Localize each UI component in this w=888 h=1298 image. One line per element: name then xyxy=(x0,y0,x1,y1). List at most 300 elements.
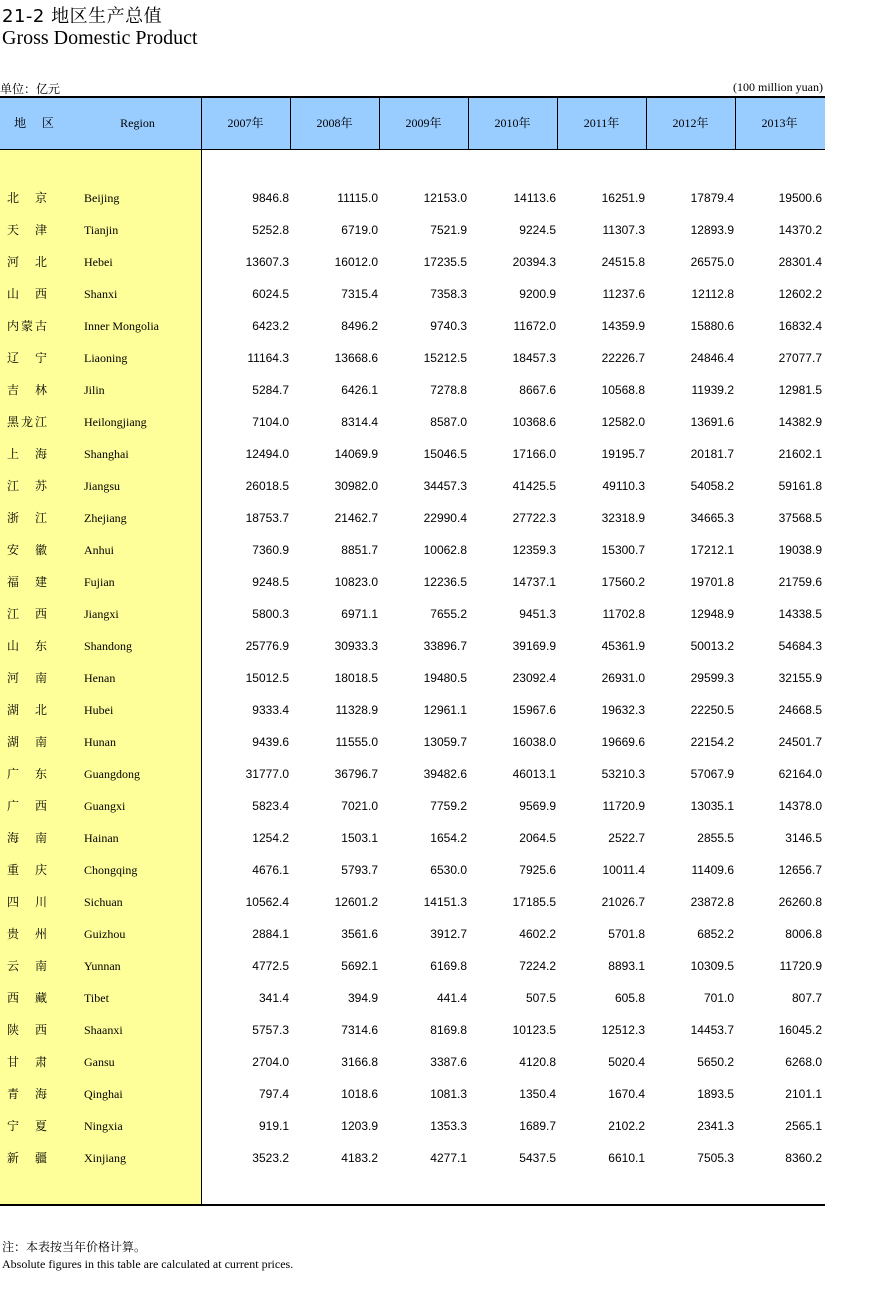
table-row xyxy=(0,790,825,822)
gdp-value-cell: 4183.2 xyxy=(341,1151,378,1165)
region-name-cn: 辽 宁 xyxy=(7,351,50,365)
header-year: 2012年 xyxy=(672,116,709,130)
gdp-value-cell: 12893.9 xyxy=(690,223,734,237)
gdp-value-cell: 5800.3 xyxy=(252,607,289,621)
region-name-en: Shaanxi xyxy=(84,1023,123,1037)
gdp-value-cell: 2884.1 xyxy=(252,927,289,941)
table-row xyxy=(0,1110,825,1142)
gdp-value-cell: 19480.5 xyxy=(423,671,467,685)
gdp-value-cell: 6719.0 xyxy=(341,223,378,237)
gdp-value-cell: 3146.5 xyxy=(785,831,822,845)
gdp-value-cell: 11720.9 xyxy=(602,799,645,813)
gdp-value-cell: 26018.5 xyxy=(245,479,289,493)
gdp-value-cell: 26260.8 xyxy=(778,895,822,909)
table-row xyxy=(0,214,825,246)
table-row xyxy=(0,310,825,342)
table-row xyxy=(0,1046,825,1078)
gdp-value-cell: 32318.9 xyxy=(601,511,645,525)
gdp-value-cell: 19038.9 xyxy=(778,543,822,557)
gdp-value-cell: 7021.0 xyxy=(341,799,378,813)
gdp-value-cell: 2064.5 xyxy=(519,831,556,845)
gdp-value-cell: 26931.0 xyxy=(601,671,645,685)
gdp-value-cell: 1254.2 xyxy=(252,831,289,845)
gdp-value-cell: 11672.0 xyxy=(513,319,556,333)
region-name-cn: 新 疆 xyxy=(7,1151,50,1165)
table-row xyxy=(0,694,825,726)
region-name-cn: 河 北 xyxy=(7,255,50,269)
gdp-value-cell: 21462.7 xyxy=(334,511,378,525)
gdp-value-cell: 18753.7 xyxy=(245,511,289,525)
gdp-value-cell: 807.7 xyxy=(791,991,822,1005)
gdp-value-cell: 11702.8 xyxy=(602,607,645,621)
region-name-cn: 江 苏 xyxy=(7,479,50,493)
region-name-en: Beijing xyxy=(84,191,120,205)
gdp-value-cell: 21759.6 xyxy=(778,575,822,589)
region-name-en: Fujian xyxy=(84,575,115,589)
region-name-en: Hainan xyxy=(84,831,119,845)
gdp-value-cell: 15212.5 xyxy=(423,351,467,365)
gdp-value-cell: 341.4 xyxy=(258,991,289,1005)
gdp-value-cell: 24846.4 xyxy=(690,351,734,365)
gdp-value-cell: 6426.1 xyxy=(341,383,378,397)
gdp-value-cell: 1350.4 xyxy=(519,1087,556,1101)
region-name-cn: 重 庆 xyxy=(7,863,50,877)
gdp-value-cell: 7224.2 xyxy=(519,959,556,973)
gdp-value-cell: 3523.2 xyxy=(252,1151,289,1165)
gdp-value-cell: 2522.7 xyxy=(608,831,645,845)
header-bottom-rule xyxy=(0,149,825,150)
region-name-cn: 贵 州 xyxy=(7,927,50,941)
region-name-en: Tianjin xyxy=(84,223,119,237)
gdp-value-cell: 15012.5 xyxy=(245,671,289,685)
gdp-value-cell: 25776.9 xyxy=(245,639,289,653)
region-name-cn: 北 京 xyxy=(7,191,50,205)
gdp-value-cell: 12961.1 xyxy=(423,703,467,717)
region-name-cn: 甘 肃 xyxy=(7,1055,50,1069)
gdp-value-cell: 9740.3 xyxy=(430,319,467,333)
gdp-value-cell: 15967.6 xyxy=(512,703,556,717)
note-en: Absolute figures in this table are calculated at current prices. xyxy=(2,1257,294,1271)
region-name-en: Chongqing xyxy=(84,863,138,877)
gdp-value-cell: 17879.4 xyxy=(690,191,734,205)
table-row xyxy=(0,342,825,374)
gdp-value-cell: 50013.2 xyxy=(690,639,734,653)
gdp-value-cell: 5757.3 xyxy=(252,1023,289,1037)
gdp-value-cell: 13059.7 xyxy=(423,735,467,749)
region-name-cn: 青 海 xyxy=(7,1087,50,1101)
gdp-value-cell: 1689.7 xyxy=(519,1119,556,1133)
table-row xyxy=(0,470,825,502)
gdp-value-cell: 7358.3 xyxy=(430,287,467,301)
gdp-value-cell: 5020.4 xyxy=(608,1055,645,1069)
region-name-en: Guangdong xyxy=(84,767,140,781)
region-name-cn: 山 西 xyxy=(7,287,50,301)
gdp-value-cell: 17212.1 xyxy=(690,543,734,557)
gdp-value-cell: 9451.3 xyxy=(519,607,556,621)
region-name-en: Shanxi xyxy=(84,287,118,301)
gdp-value-cell: 12153.0 xyxy=(423,191,467,205)
gdp-value-cell: 39482.6 xyxy=(423,767,467,781)
gdp-value-cell: 8006.8 xyxy=(785,927,822,941)
region-name-en: Jilin xyxy=(84,383,105,397)
gdp-value-cell: 11164.3 xyxy=(247,351,289,365)
table-row xyxy=(0,630,825,662)
region-name-en: Gansu xyxy=(84,1055,115,1069)
gdp-value-cell: 797.4 xyxy=(258,1087,289,1101)
gdp-value-cell: 5701.8 xyxy=(608,927,645,941)
region-name-cn: 西 藏 xyxy=(7,991,50,1005)
gdp-value-cell: 45361.9 xyxy=(601,639,645,653)
table-bottom-rule xyxy=(0,1204,825,1206)
region-name-cn: 浙 江 xyxy=(7,511,50,525)
gdp-value-cell: 2565.1 xyxy=(785,1119,822,1133)
gdp-value-cell: 5793.7 xyxy=(341,863,378,877)
region-name-cn: 内蒙古 xyxy=(7,319,50,333)
gdp-value-cell: 18018.5 xyxy=(334,671,378,685)
gdp-value-cell: 13607.3 xyxy=(245,255,289,269)
gdp-value-cell: 21602.1 xyxy=(778,447,822,461)
gdp-value-cell: 6423.2 xyxy=(252,319,289,333)
region-name-en: Guangxi xyxy=(84,799,126,813)
gdp-value-cell: 605.8 xyxy=(614,991,645,1005)
gdp-value-cell: 12601.2 xyxy=(334,895,378,909)
gdp-value-cell: 10368.6 xyxy=(512,415,556,429)
gdp-value-cell: 23872.8 xyxy=(690,895,734,909)
gdp-value-cell: 11328.9 xyxy=(335,703,378,717)
table-row xyxy=(0,182,825,214)
gdp-value-cell: 11409.6 xyxy=(691,863,734,877)
gdp-value-cell: 1503.1 xyxy=(341,831,378,845)
gdp-value-cell: 12112.8 xyxy=(691,287,734,301)
region-name-cn: 陕 西 xyxy=(7,1023,50,1037)
gdp-value-cell: 17166.0 xyxy=(512,447,556,461)
table-row xyxy=(0,1142,825,1174)
gdp-value-cell: 57067.9 xyxy=(690,767,734,781)
gdp-value-cell: 6024.5 xyxy=(252,287,289,301)
gdp-value-cell: 5692.1 xyxy=(341,959,378,973)
gdp-value-cell: 5650.2 xyxy=(697,1055,734,1069)
gdp-value-cell: 3387.6 xyxy=(430,1055,467,1069)
gdp-value-cell: 8496.2 xyxy=(341,319,378,333)
gdp-value-cell: 34665.3 xyxy=(690,511,734,525)
table-row xyxy=(0,374,825,406)
header-year: 2009年 xyxy=(405,116,442,130)
gdp-value-cell: 36796.7 xyxy=(334,767,378,781)
gdp-value-cell: 6169.8 xyxy=(430,959,467,973)
region-name-en: Hebei xyxy=(84,255,113,269)
gdp-value-cell: 21026.7 xyxy=(601,895,645,909)
gdp-value-cell: 11720.9 xyxy=(779,959,822,973)
gdp-value-cell: 24515.8 xyxy=(601,255,645,269)
gdp-value-cell: 10823.0 xyxy=(334,575,378,589)
gdp-value-cell: 8893.1 xyxy=(608,959,645,973)
region-name-cn: 湖 南 xyxy=(7,735,50,749)
region-name-cn: 上 海 xyxy=(7,447,50,461)
gdp-value-cell: 1353.3 xyxy=(430,1119,467,1133)
gdp-value-cell: 17235.5 xyxy=(423,255,467,269)
table-row xyxy=(0,566,825,598)
gdp-value-cell: 53210.3 xyxy=(601,767,645,781)
region-name-en: Inner Mongolia xyxy=(84,319,159,333)
region-name-cn: 广 西 xyxy=(7,799,50,813)
gdp-value-cell: 14151.3 xyxy=(423,895,467,909)
gdp-value-cell: 16832.4 xyxy=(778,319,822,333)
table-row xyxy=(0,502,825,534)
gdp-value-cell: 4772.5 xyxy=(252,959,289,973)
gdp-value-cell: 16045.2 xyxy=(778,1023,822,1037)
region-name-en: Jiangsu xyxy=(84,479,120,493)
gdp-value-cell: 37568.5 xyxy=(778,511,822,525)
gdp-value-cell: 28301.4 xyxy=(778,255,822,269)
gdp-value-cell: 919.1 xyxy=(258,1119,289,1133)
gdp-value-cell: 22250.5 xyxy=(690,703,734,717)
region-name-en: Hunan xyxy=(84,735,116,749)
gdp-value-cell: 4676.1 xyxy=(252,863,289,877)
gdp-value-cell: 17560.2 xyxy=(601,575,645,589)
region-name-en: Henan xyxy=(84,671,116,685)
gdp-value-cell: 26575.0 xyxy=(690,255,734,269)
region-name-en: Jiangxi xyxy=(84,607,119,621)
unit-cn: 单位：亿元 xyxy=(0,82,61,96)
gdp-value-cell: 9846.8 xyxy=(252,191,289,205)
gdp-value-cell: 9200.9 xyxy=(519,287,556,301)
gdp-value-cell: 8360.2 xyxy=(785,1151,822,1165)
gdp-value-cell: 20394.3 xyxy=(512,255,556,269)
header-year: 2010年 xyxy=(494,116,531,130)
table-row xyxy=(0,1014,825,1046)
region-name-en: Tibet xyxy=(84,991,109,1005)
gdp-value-cell: 12236.5 xyxy=(423,575,467,589)
gdp-value-cell: 7360.9 xyxy=(252,543,289,557)
title-cn: 21-2 地区生产总值 xyxy=(2,6,163,27)
region-name-cn: 福 建 xyxy=(7,575,50,589)
gdp-value-cell: 3912.7 xyxy=(430,927,467,941)
header-year: 2007年 xyxy=(227,116,264,130)
table-row xyxy=(0,822,825,854)
gdp-value-cell: 15880.6 xyxy=(690,319,734,333)
gdp-value-cell: 11307.3 xyxy=(602,223,645,237)
gdp-value-cell: 23092.4 xyxy=(512,671,556,685)
gdp-value-cell: 11115.0 xyxy=(337,191,378,205)
gdp-value-cell: 15300.7 xyxy=(601,543,645,557)
gdp-value-cell: 19195.7 xyxy=(601,447,645,461)
gdp-value-cell: 394.9 xyxy=(347,991,378,1005)
gdp-value-cell: 19500.6 xyxy=(778,191,822,205)
region-name-en: Guizhou xyxy=(84,927,126,941)
gdp-value-cell: 9224.5 xyxy=(519,223,556,237)
gdp-value-cell: 19669.6 xyxy=(601,735,645,749)
gdp-value-cell: 14378.0 xyxy=(778,799,822,813)
gdp-value-cell: 8851.7 xyxy=(341,543,378,557)
note-cn: 注：本表按当年价格计算。 xyxy=(2,1240,147,1254)
region-name-cn: 吉 林 xyxy=(7,383,50,397)
gdp-value-cell: 5252.8 xyxy=(252,223,289,237)
gdp-value-cell: 14453.7 xyxy=(690,1023,734,1037)
gdp-value-cell: 12359.3 xyxy=(512,543,556,557)
gdp-value-cell: 4277.1 xyxy=(430,1151,467,1165)
region-name-en: Xinjiang xyxy=(84,1151,126,1165)
gdp-value-cell: 9333.4 xyxy=(252,703,289,717)
gdp-value-cell: 30982.0 xyxy=(334,479,378,493)
region-name-cn: 黑龙江 xyxy=(7,415,50,429)
gdp-value-cell: 22154.2 xyxy=(690,735,734,749)
gdp-value-cell: 54684.3 xyxy=(778,639,822,653)
gdp-value-cell: 17185.5 xyxy=(512,895,556,909)
gdp-value-cell: 10562.4 xyxy=(245,895,289,909)
gdp-value-cell: 15046.5 xyxy=(423,447,467,461)
gdp-value-cell: 6268.0 xyxy=(785,1055,822,1069)
gdp-value-cell: 20181.7 xyxy=(690,447,734,461)
region-name-cn: 天 津 xyxy=(7,223,50,237)
table-row xyxy=(0,854,825,886)
region-name-cn: 海 南 xyxy=(7,831,50,845)
region-name-cn: 广 东 xyxy=(7,767,50,781)
gdp-value-cell: 49110.3 xyxy=(602,479,645,493)
gdp-value-cell: 8587.0 xyxy=(430,415,467,429)
gdp-value-cell: 22990.4 xyxy=(423,511,467,525)
gdp-value-cell: 24501.7 xyxy=(778,735,822,749)
gdp-value-cell: 19701.8 xyxy=(690,575,734,589)
gdp-value-cell: 59161.8 xyxy=(778,479,822,493)
region-name-cn: 湖 北 xyxy=(7,703,50,717)
region-name-cn: 河 南 xyxy=(7,671,50,685)
gdp-value-cell: 701.0 xyxy=(703,991,734,1005)
gdp-value-cell: 6530.0 xyxy=(430,863,467,877)
gdp-value-cell: 2341.3 xyxy=(697,1119,734,1133)
gdp-value-cell: 11237.6 xyxy=(602,287,645,301)
region-name-en: Hubei xyxy=(84,703,114,717)
gdp-value-cell: 1203.9 xyxy=(341,1119,378,1133)
header-year: 2013年 xyxy=(761,116,798,130)
gdp-value-cell: 11555.0 xyxy=(335,735,378,749)
gdp-value-cell: 7104.0 xyxy=(252,415,289,429)
header-year: 2008年 xyxy=(316,116,353,130)
gdp-value-cell: 29599.3 xyxy=(690,671,734,685)
gdp-value-cell: 33896.7 xyxy=(423,639,467,653)
gdp-value-cell: 8314.4 xyxy=(341,415,378,429)
gdp-value-cell: 2102.2 xyxy=(608,1119,645,1133)
gdp-value-cell: 13668.6 xyxy=(334,351,378,365)
gdp-value-cell: 2704.0 xyxy=(252,1055,289,1069)
gdp-value-cell: 4120.8 xyxy=(519,1055,556,1069)
gdp-value-cell: 8169.8 xyxy=(430,1023,467,1037)
region-name-en: Shandong xyxy=(84,639,132,653)
table-row xyxy=(0,886,825,918)
gdp-value-cell: 9248.5 xyxy=(252,575,289,589)
gdp-value-cell: 7655.2 xyxy=(430,607,467,621)
gdp-value-cell: 7315.4 xyxy=(341,287,378,301)
table-row xyxy=(0,246,825,278)
gdp-value-cell: 7925.6 xyxy=(519,863,556,877)
table-row xyxy=(0,278,825,310)
table-row xyxy=(0,598,825,630)
gdp-value-cell: 27722.3 xyxy=(512,511,556,525)
gdp-value-cell: 14382.9 xyxy=(778,415,822,429)
gdp-value-cell: 31777.0 xyxy=(245,767,289,781)
gdp-value-cell: 7505.3 xyxy=(697,1151,734,1165)
table-row xyxy=(0,662,825,694)
gdp-value-cell: 1081.3 xyxy=(430,1087,467,1101)
gdp-value-cell: 14113.6 xyxy=(513,191,556,205)
gdp-value-cell: 1893.5 xyxy=(697,1087,734,1101)
gdp-value-cell: 13035.1 xyxy=(690,799,734,813)
region-name-en: Yunnan xyxy=(84,959,121,973)
gdp-value-cell: 8667.6 xyxy=(519,383,556,397)
gdp-value-cell: 10123.5 xyxy=(512,1023,556,1037)
gdp-value-cell: 7314.6 xyxy=(341,1023,378,1037)
gdp-value-cell: 507.5 xyxy=(525,991,556,1005)
table-row xyxy=(0,406,825,438)
gdp-value-cell: 12981.5 xyxy=(778,383,822,397)
gdp-value-cell: 6971.1 xyxy=(341,607,378,621)
gdp-value-cell: 2855.5 xyxy=(697,831,734,845)
table-row xyxy=(0,438,825,470)
region-name-en: Sichuan xyxy=(84,895,123,909)
gdp-value-cell: 1670.4 xyxy=(608,1087,645,1101)
gdp-value-cell: 7759.2 xyxy=(430,799,467,813)
table-row xyxy=(0,950,825,982)
region-name-cn: 安 徽 xyxy=(7,543,50,557)
gdp-value-cell: 5437.5 xyxy=(519,1151,556,1165)
gdp-value-cell: 18457.3 xyxy=(512,351,556,365)
gdp-value-cell: 46013.1 xyxy=(512,767,556,781)
region-name-en: Heilongjiang xyxy=(84,415,147,429)
gdp-value-cell: 41425.5 xyxy=(512,479,556,493)
gdp-value-cell: 10011.4 xyxy=(602,863,645,877)
region-name-en: Zhejiang xyxy=(84,511,127,525)
title-en: Gross Domestic Product xyxy=(2,27,198,49)
gdp-value-cell: 54058.2 xyxy=(690,479,734,493)
gdp-value-cell: 27077.7 xyxy=(778,351,822,365)
gdp-value-cell: 39169.9 xyxy=(512,639,556,653)
gdp-value-cell: 10568.8 xyxy=(601,383,645,397)
gdp-value-cell: 6852.2 xyxy=(697,927,734,941)
gdp-value-cell: 62164.0 xyxy=(778,767,822,781)
gdp-value-cell: 9439.6 xyxy=(252,735,289,749)
gdp-value-cell: 16251.9 xyxy=(601,191,645,205)
region-name-en: Ningxia xyxy=(84,1119,123,1133)
header-region-en: Region xyxy=(120,116,155,130)
gdp-value-cell: 5823.4 xyxy=(252,799,289,813)
gdp-value-cell: 14737.1 xyxy=(512,575,556,589)
table-row xyxy=(0,534,825,566)
gdp-value-cell: 13691.6 xyxy=(690,415,734,429)
region-name-en: Qinghai xyxy=(84,1087,123,1101)
header-region-cn: 地 区 xyxy=(14,116,60,130)
gdp-value-cell: 5284.7 xyxy=(252,383,289,397)
gdp-value-cell: 14338.5 xyxy=(778,607,822,621)
gdp-value-cell: 16038.0 xyxy=(512,735,556,749)
gdp-value-cell: 14359.9 xyxy=(601,319,645,333)
gdp-value-cell: 7521.9 xyxy=(430,223,467,237)
gdp-value-cell: 16012.0 xyxy=(334,255,378,269)
gdp-value-cell: 2101.1 xyxy=(785,1087,822,1101)
gdp-value-cell: 1654.2 xyxy=(430,831,467,845)
gdp-value-cell: 10309.5 xyxy=(690,959,734,973)
table-row xyxy=(0,726,825,758)
gdp-value-cell: 6610.1 xyxy=(608,1151,645,1165)
table-row xyxy=(0,918,825,950)
unit-en: (100 million yuan) xyxy=(733,80,823,94)
region-name-en: Anhui xyxy=(84,543,114,557)
gdp-value-cell: 12656.7 xyxy=(778,863,822,877)
table-row xyxy=(0,758,825,790)
region-name-cn: 四 川 xyxy=(7,895,50,909)
gdp-value-cell: 12602.2 xyxy=(778,287,822,301)
gdp-value-cell: 24668.5 xyxy=(778,703,822,717)
gdp-value-cell: 22226.7 xyxy=(601,351,645,365)
gdp-value-cell: 11939.2 xyxy=(691,383,734,397)
